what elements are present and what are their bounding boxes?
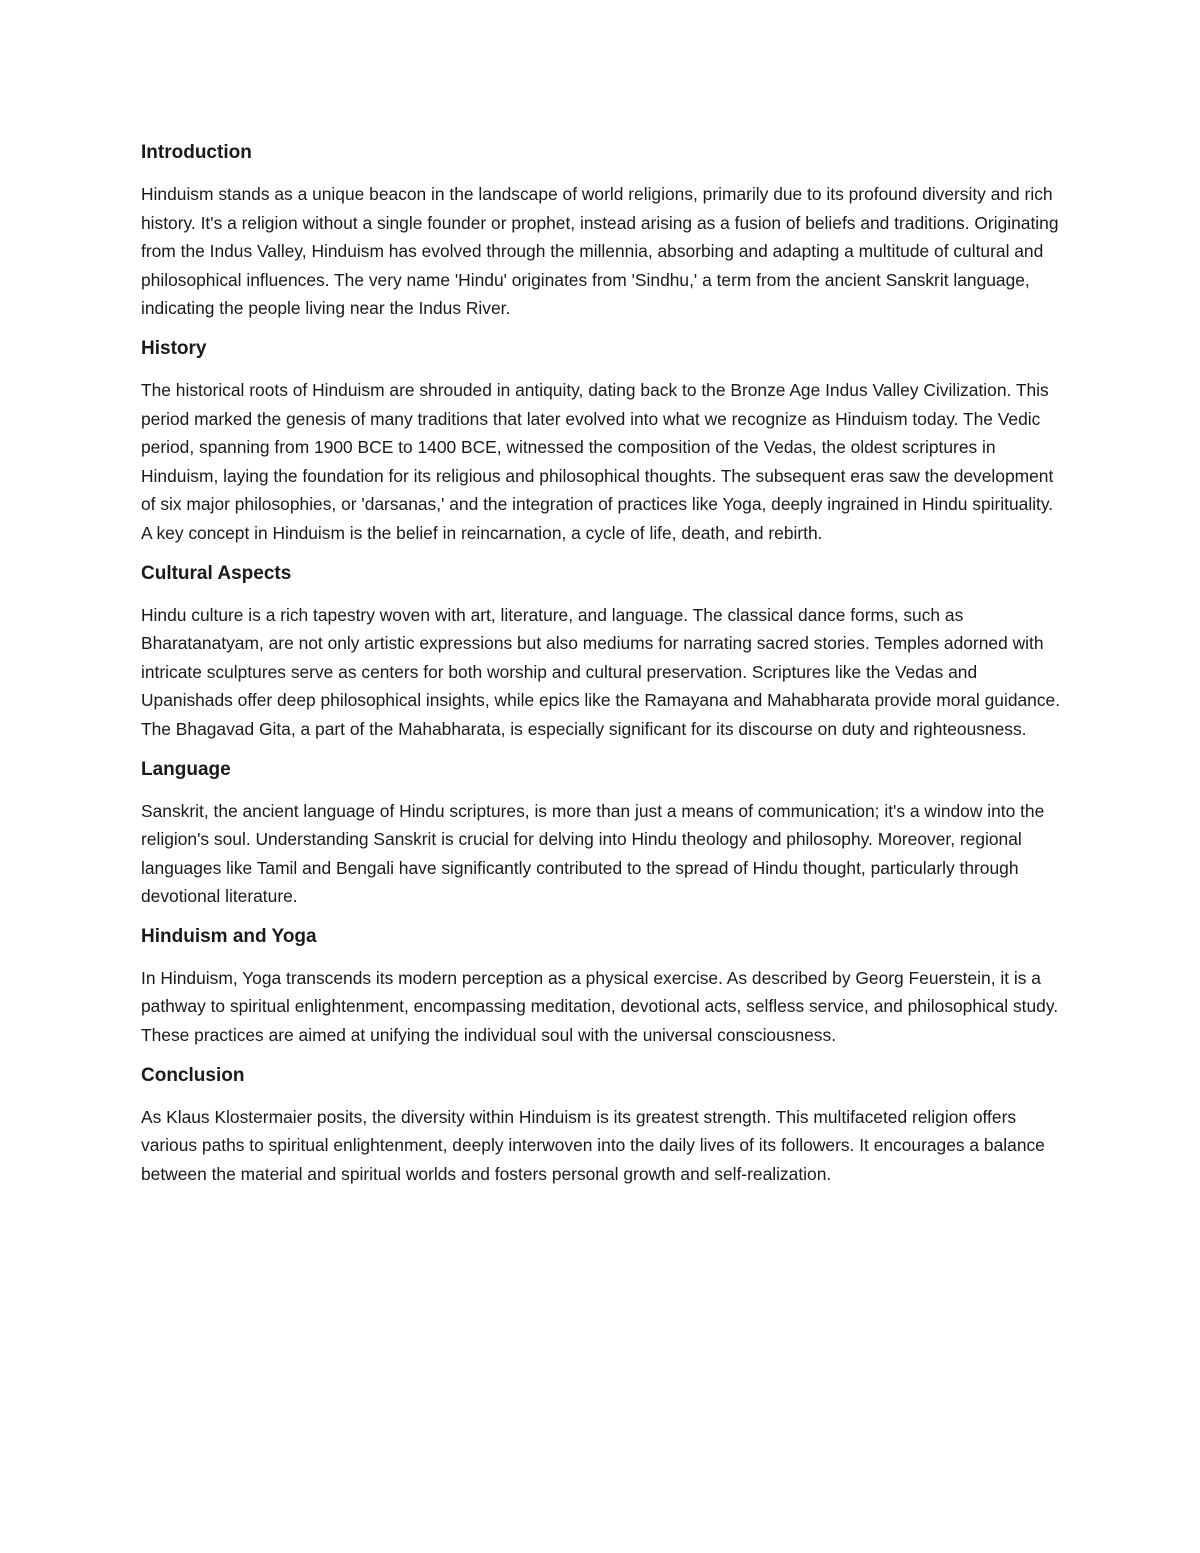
section-conclusion (141, 1062, 1066, 1189)
section-heading: Introduction (141, 142, 252, 163)
document-content (141, 139, 1066, 1200)
section-language (141, 756, 1066, 911)
section-paragraph: As Klaus Klostermaier posits, the diversity within Hinduism is its greatest strength. This multifaceted religion offers various paths to spiritual enlightenment, deeply interwoven into the daily lives of its followers. It encourages a balance between the material and spiritual worlds and fosters personal growth and self-realization. (141, 1106, 1045, 1184)
section-heading: History (141, 337, 207, 359)
section-paragraph: In Hinduism, Yoga transcends its modern perception as a physical exercise. As described by Georg Feuerstein, it is a pathway to spiritual enlightenment, encompassing meditation, devotional acts, selfless service, and philosophical study. These practices are aimed at unifying the individual soul with the universal consciousness. (141, 967, 1059, 1046)
section-history (141, 335, 1066, 548)
section-heading: Hinduism and Yoga (141, 925, 317, 947)
section-cultural-aspects (141, 560, 1066, 744)
section-paragraph: The historical roots of Hinduism are shrouded in antiquity, dating back to the Bronze Age Indus Valley Civilization. This period marked the genesis of many traditions that later evolved into what we recognize as Hinduism today. The Vedic period, spanning from 1900 BCE to 1400 BCE, witnessed the composition of the Vedas, the oldest scriptures in Hinduism, laying the foundation for its religious and philosophical thoughts. The subsequent eras saw the development of six major philosophies, or 'darsanas,' and the integration of practices like Yoga, deeply ingrained in Hindu spirituality. A key concept in Hinduism is the belief in reincarnation, a cycle of life, death, and rebirth. (141, 379, 1054, 543)
section-heading: Conclusion (141, 1064, 245, 1086)
section-hinduism-and-yoga (141, 923, 1066, 1050)
section-paragraph: Sanskrit, the ancient language of Hindu scriptures, is more than just a means of communication; it's a window into the religion's soul. Understanding Sanskrit is crucial for delving into Hindu theology and philosophy. Moreover, regional languages like Tamil and Bengali have significantly contributed to the spread of Hindu thought, particularly through devotional literature. (141, 800, 1045, 907)
section-introduction (141, 139, 1066, 323)
section-heading: Cultural Aspects (141, 562, 292, 584)
section-heading: Language (141, 758, 231, 780)
section-paragraph: Hindu culture is a rich tapestry woven with art, literature, and language. The classical dance forms, such as Bharatanatyam, are not only artistic expressions but also mediums for narrating sacred stories. Temples adorned with intricate sculptures serve as centers for both worship and cultural preservation. Scriptures like the Vedas and Upanishads offer deep philosophical insights, while epics like the Ramayana and Mahabharata provide moral guidance. The Bhagavad Gita, a part of the Mahabharata, is especially significant for its discourse on duty and righteousness. (141, 604, 1061, 739)
section-paragraph: Hinduism stands as a unique beacon in the landscape of world religions, primarily due to its profound diversity and rich history. It's a religion without a single founder or prophet, instead arising as a fusion of beliefs and traditions. Originating from the Indus Valley, Hinduism has evolved through the millennia, absorbing and adapting a multitude of cultural and philosophical influences. The very name 'Hindu' originates from 'Sindhu,' a term from the ancient Sanskrit language, indicating the people living near the Indus River. (141, 184, 1059, 319)
